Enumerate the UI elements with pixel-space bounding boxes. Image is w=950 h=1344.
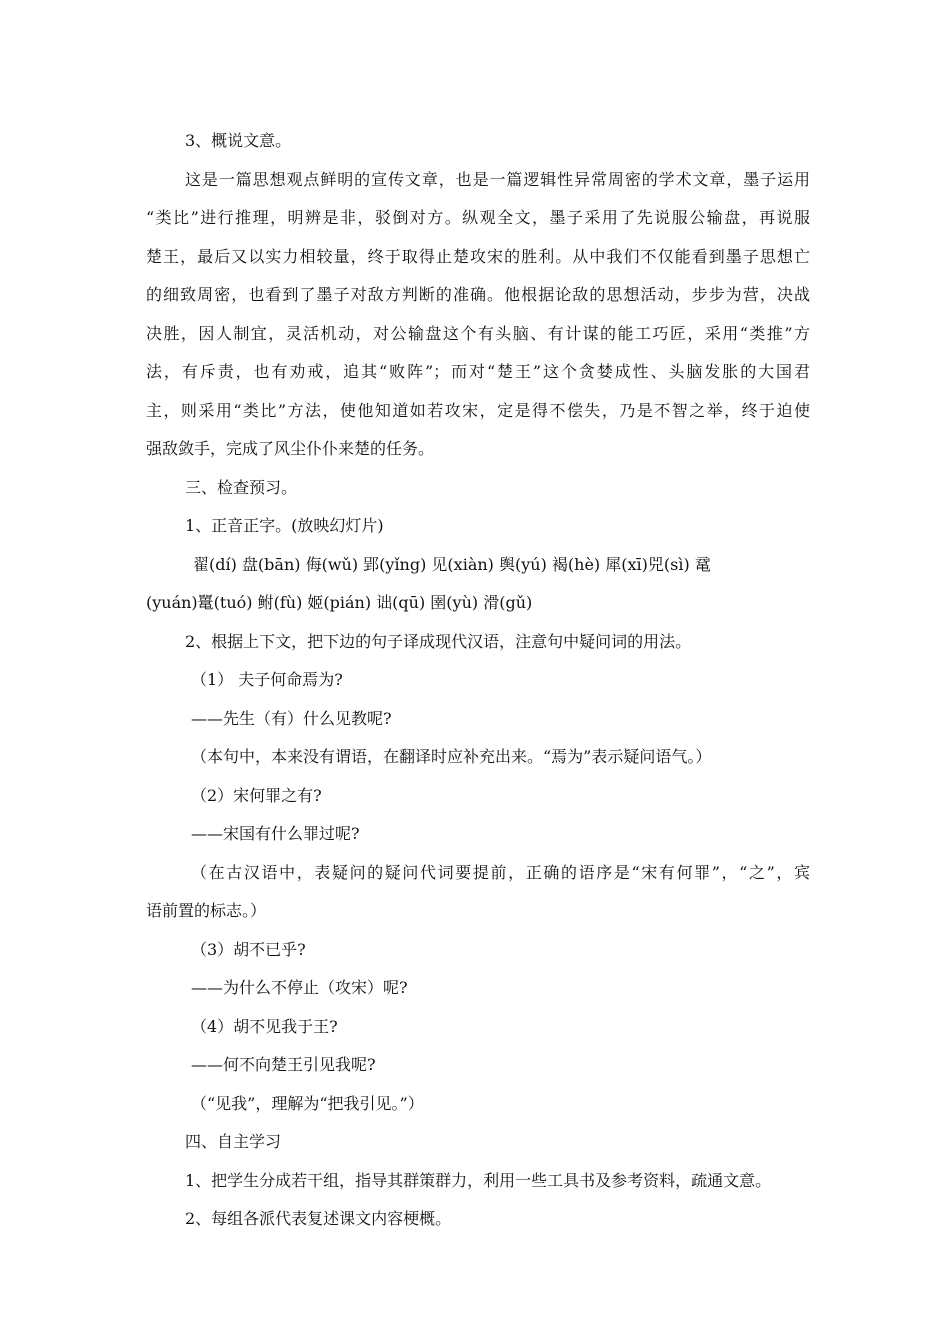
answer-line: ——何不向楚王引见我呢? xyxy=(191,1055,376,1074)
pinyin-line: (yuán)鼍(tuó) 鲋(fù) 姬(pián) 诎(qū) 圉(yù) 滑(gǔ) xyxy=(146,593,533,612)
paragraph-line: 主，则采用“类比”方法，使他知道如若攻宋，定是得不偿失，乃是不智之举，终于迫使 xyxy=(146,400,810,420)
list-item: 2、每组各派代表复述课文内容梗概。 xyxy=(185,1209,452,1228)
question-line: （2）宋何罪之有? xyxy=(191,785,322,805)
paragraph-line: 决胜，因人制宜，灵活机动，对公输盘这个有头脑、有计谋的能工巧匠，采用“类推”方 xyxy=(146,323,810,343)
list-item: 1、把学生分成若干组，指导其群策群力，利用一些工具书及参考资料，疏通文意。 xyxy=(185,1170,772,1190)
paragraph-line: 这是一篇思想观点鲜明的宣传文章，也是一篇逻辑性异常周密的学术文章，墨子运用 xyxy=(185,169,810,189)
answer-line: ——先生（有）什么见教呢? xyxy=(191,708,392,728)
list-item: 2、根据上下文，把下边的句子译成现代汉语，注意句中疑问词的用法。 xyxy=(185,631,692,651)
section-heading: 三、检查预习。 xyxy=(185,477,298,497)
paragraph-line: 强敌敛手，完成了风尘仆仆来楚的任务。 xyxy=(146,439,435,458)
section-heading: 四、自主学习 xyxy=(185,1132,282,1151)
paragraph-line: 楚王，最后又以实力相较量，终于取得止楚攻宋的胜利。从中我们不仅能看到墨子思想亡 xyxy=(146,246,810,266)
answer-line: ——宋国有什么罪过呢? xyxy=(191,824,360,843)
list-item: 1、正音正字。(放映幻灯片) xyxy=(185,516,384,535)
question-line: （4）胡不见我于王? xyxy=(191,1016,338,1036)
note-line: （“见我”，理解为“把我引见。”） xyxy=(191,1093,424,1113)
section-heading: 3、概说文意。 xyxy=(185,131,292,150)
question-line: （1） 夫子何命焉为? xyxy=(191,670,343,689)
paragraph-line: 的细致周密，也看到了墨子对敌方判断的准确。他根据论敌的思想活动，步步为营，决战 xyxy=(146,285,810,304)
paragraph-line: 法，有斥责，也有劝戒，追其“败阵”；而对“楚王”这个贪婪成性、头脑发胀的大国君 xyxy=(146,362,810,381)
answer-line: ——为什么不停止（攻宋）呢? xyxy=(191,978,408,997)
pinyin-line: 翟(dí) 盘(bān) 侮(wǔ) 郢(yǐng) 见(xiàn) 舆(yú) 褐(hè) 犀(xī)兕(sì) 鼋 xyxy=(193,554,711,574)
paragraph-line: “类比”进行推理，明辨是非，驳倒对方。纵观全文，墨子采用了先说服公输盘，再说服 xyxy=(146,208,810,227)
document-page xyxy=(146,122,810,1239)
note-line: （本句中，本来没有谓语，在翻译时应补充出来。“焉为”表示疑问语气。） xyxy=(191,747,712,766)
question-line: （3）胡不已乎? xyxy=(191,939,306,959)
note-line: （在古汉语中，表疑问的疑问代词要提前，正确的语序是“宋有何罪”，“之”，宾 xyxy=(191,862,810,882)
note-line: 语前置的标志。） xyxy=(146,901,267,920)
